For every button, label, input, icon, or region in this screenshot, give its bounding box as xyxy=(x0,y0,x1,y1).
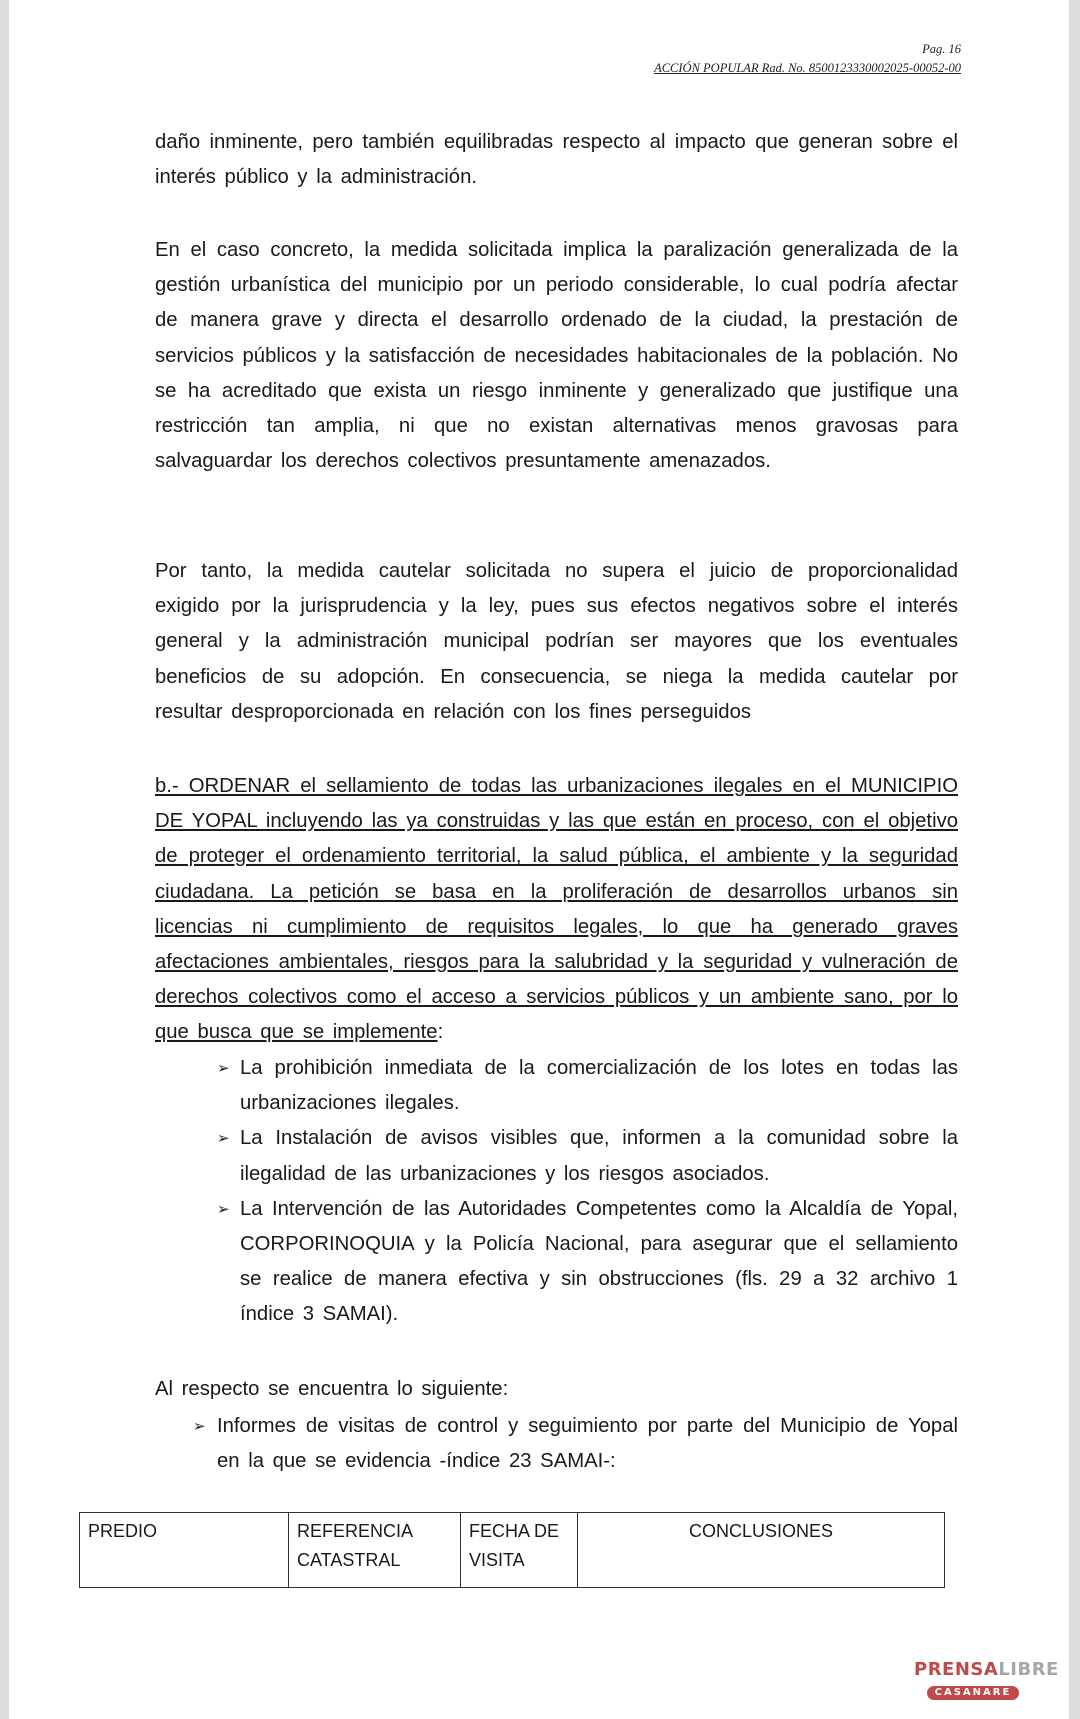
header-cell-fecha: FECHA DE VISITA xyxy=(461,1513,578,1588)
list-item xyxy=(155,1121,958,1191)
paragraph-2-text: En el caso concreto, la medida solicitada implica la paralización generalizada de la gestión urbanística del municipio por un periodo considerable, lo cual podría afectar de manera grave y directa el desarrollo ordenado de la ciudad, la prestación de servicios públicos y la satisfacción de necesidades habitacionales de la población. No se ha acreditado que exista un riesgo inminente y generalizado que justifique una restricción tan amplia, ni que no existan alternativas menos gravosas para salvaguardar los derechos colectivos presuntamente amenazados. xyxy=(155,239,959,473)
list-item xyxy=(155,1051,958,1121)
request-bullet-list xyxy=(155,1051,958,1333)
arrow-bullet-icon: ➢ xyxy=(217,1200,230,1218)
paragraph-2 xyxy=(155,233,958,479)
paragraph-4-text xyxy=(155,769,958,1051)
paragraph-3-text: Por tanto, la medida cautelar solicitada no supera el juicio de proporcionalidad exigido por la jurisprudencia y la ley, pues sus efectos negativos sobre el interés general y la administración municipal podrían ser mayores que los eventuales beneficios de su adopción. En consecuencia, se niega la medida cautelar por resultar desproporcionada en relación con los fines perseguidos xyxy=(155,560,958,723)
paragraph-3 xyxy=(155,554,958,730)
header-cell-predio: PREDIO xyxy=(80,1513,289,1588)
watermark-word-1: PRENSA xyxy=(914,1659,999,1680)
arrow-bullet-icon: ➢ xyxy=(193,1418,206,1435)
watermark-word-2: LIBRE xyxy=(998,1659,1059,1680)
paragraph-4-tail: : xyxy=(437,1021,444,1044)
visits-table xyxy=(79,1512,945,1588)
list-item-text: Informes de visitas de control y seguimiento por parte del Municipio de Yopal en la que se evidencia -índice 23 SAMAI-: xyxy=(217,1415,958,1473)
findings-bullet-list xyxy=(155,1409,958,1479)
paragraph-4-underlined: b.- ORDENAR el sellamiento de todas las urbanizaciones ilegales en el MUNICIPIO DE YOPAL incluyendo las ya construidas y las que están en proceso, con el objetivo de proteger el ordenamiento territorial, la salud pública, el ambiente y la seguridad ciudadana. La petición se basa en la proliferación de desarrollos urbanos sin licencias ni cumplimiento de requisitos legales, lo que ha generado graves afectaciones ambientales, riesgos para la salubridad y la seguridad y vulneración de derechos colectivos como el acceso a servicios públicos y un ambiente sano, por lo que busca que se implemente xyxy=(155,775,958,1044)
table-header-row xyxy=(80,1513,945,1588)
list-item xyxy=(155,1409,958,1479)
watermark-logo xyxy=(914,1659,1059,1700)
paragraph-4 xyxy=(155,769,958,1051)
list-item xyxy=(155,1192,958,1333)
header-cell-referencia: REFERENCIA CATASTRAL xyxy=(289,1513,461,1588)
header-cell-conclusiones: CONCLUSIONES xyxy=(578,1513,945,1588)
watermark-title xyxy=(914,1659,1059,1680)
paragraph-5 xyxy=(155,1372,958,1407)
list-item-text: La Instalación de avisos visibles que, informen a la comunidad sobre la ilegalidad de las urbanizaciones y los riesgos asociados. xyxy=(240,1127,958,1185)
page-header xyxy=(654,40,961,78)
paragraph-1-text: daño inminente, pero también equilibradas respecto al impacto que generan sobre el interés público y la administración. xyxy=(155,131,958,189)
watermark-subtitle: CASANARE xyxy=(927,1686,1020,1700)
arrow-bullet-icon: ➢ xyxy=(217,1060,230,1077)
case-radicado: ACCIÓN POPULAR Rad. No. 8500123330002025-00052-00 xyxy=(654,61,961,75)
document-page xyxy=(9,0,1069,1719)
list-item-text: La prohibición inmediata de la comercialización de los lotes en todas las urbanizaciones ilegales. xyxy=(240,1057,958,1115)
paragraph-1 xyxy=(155,125,958,195)
list-item-text: La Intervención de las Autoridades Competentes como la Alcaldía de Yopal, CORPORINOQUIA y la Policía Nacional, para asegurar que el sellamiento se realice de manera efectiva y sin obstrucciones (fls. 29 a 32 archivo 1 índice 3 SAMAI). xyxy=(240,1197,958,1326)
paragraph-5-text: Al respecto se encuentra lo siguiente: xyxy=(155,1378,509,1400)
page-number: Pag. 16 xyxy=(922,42,961,56)
arrow-bullet-icon: ➢ xyxy=(217,1130,230,1148)
